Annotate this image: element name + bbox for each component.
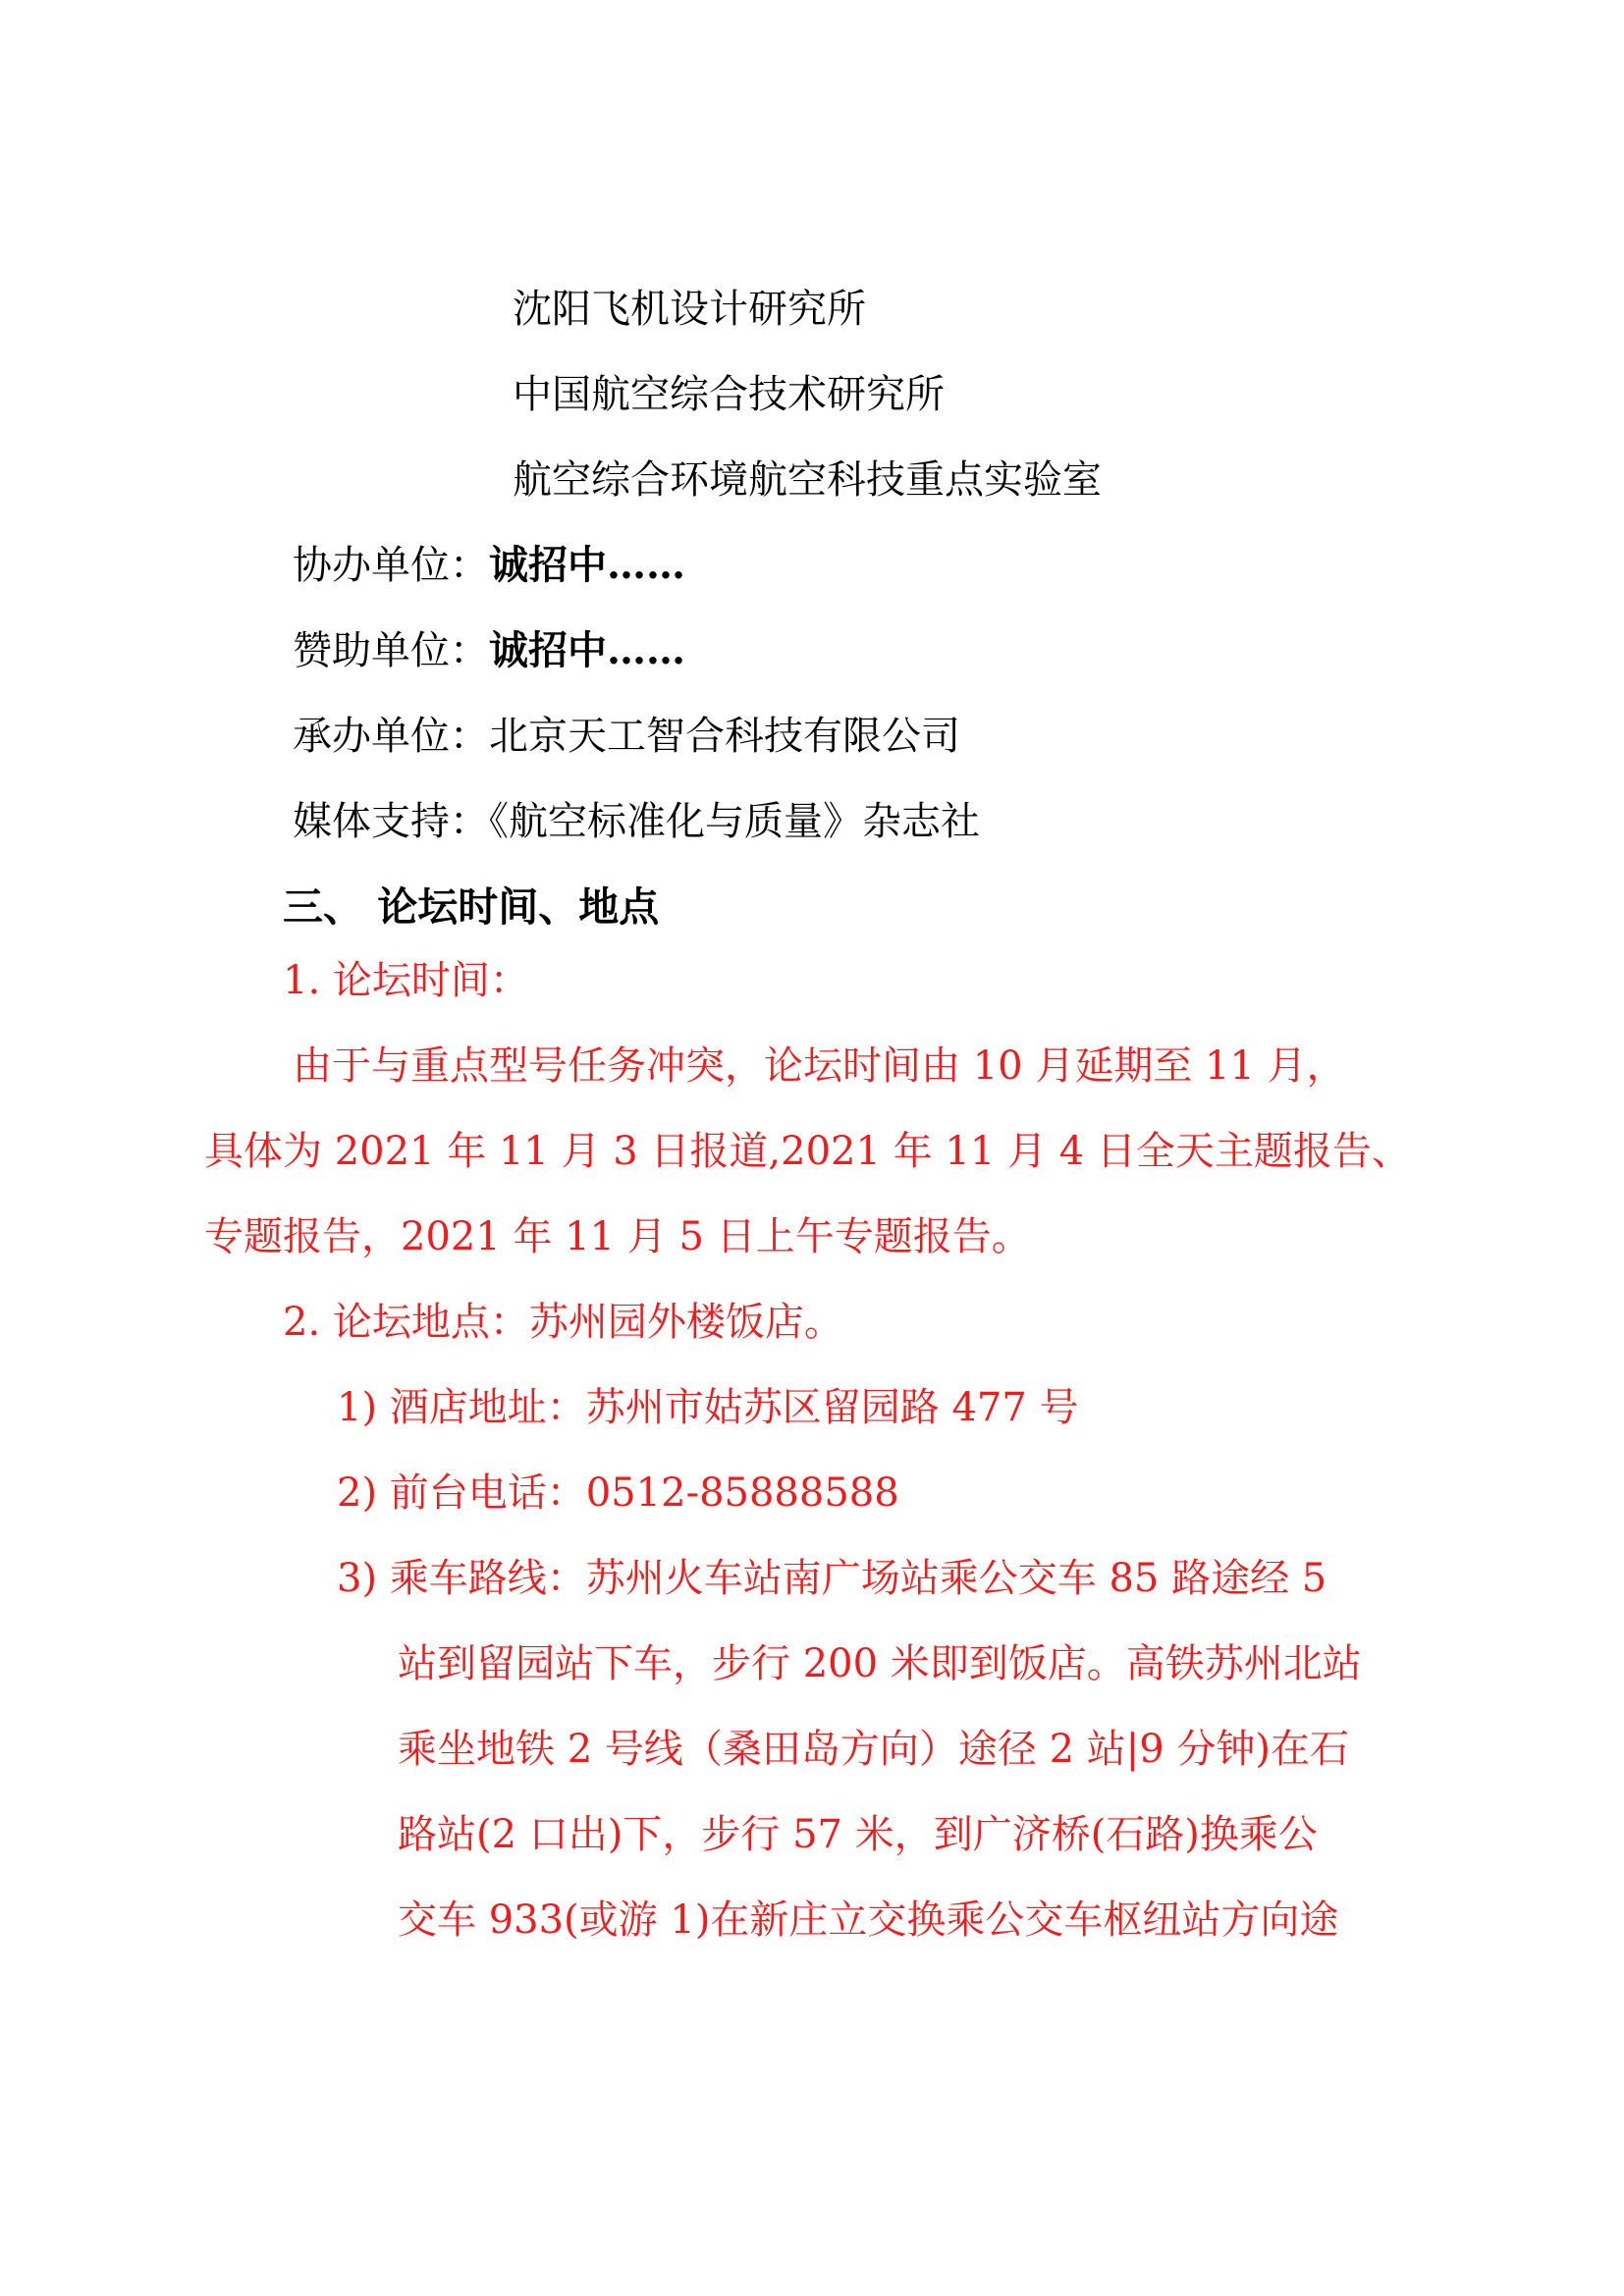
sponsor-label: 赞助单位： (293, 628, 489, 673)
route-line-1: 3) 乘车路线：苏州火车站南广场站乘公交车 85 路途经 5 (337, 1556, 1327, 1601)
organizer-line-1: 沈阳飞机设计研究所 (513, 287, 866, 332)
sponsor-value: 诚招中…… (489, 627, 685, 673)
forum-time-line-3: 专题报告，2021 年 11 月 5 日上午专题报告。 (204, 1214, 1031, 1259)
forum-venue-heading: 2. 论坛地点：苏州园外楼饭店。 (283, 1300, 843, 1345)
organizer-line-3: 航空综合环境航空科技重点实验室 (513, 457, 1102, 503)
route-line-2: 站到留园站下车，步行 200 米即到饭店。高铁苏州北站 (398, 1641, 1362, 1686)
section-3-heading: 三、 论坛时间、地点 (283, 883, 660, 931)
route-line-3: 乘坐地铁 2 号线（桑田岛方向）途径 2 站|9 分钟)在石 (398, 1727, 1350, 1772)
route-line-4: 路站(2 口出)下，步行 57 米，到广济桥(石路)换乘公 (398, 1812, 1318, 1857)
media-row (293, 793, 980, 850)
host-value: 北京天工智合科技有限公司 (489, 714, 960, 759)
forum-time-line-2: 具体为 2021 年 11 月 3 日报道,2021 年 11 月 4 日全天主题报告、 (204, 1129, 1411, 1174)
media-label: 媒体支持： (293, 799, 489, 844)
organizer-line-2: 中国航空综合技术研究所 (513, 372, 945, 417)
co-organizer-label: 协办单位： (293, 543, 489, 588)
host-row (293, 708, 960, 765)
co-organizer-value: 诚招中…… (489, 542, 685, 588)
media-value: 《航空标准化与质量》杂志社 (489, 799, 980, 844)
route-line-5: 交车 933(或游 1)在新庄立交换乘公交车枢纽站方向途 (398, 1897, 1339, 1943)
forum-time-line-1: 由于与重点型号任务冲突，论坛时间由 10 月延期至 11 月， (293, 1043, 1346, 1089)
hotel-address: 1) 酒店地址：苏州市姑苏区留园路 477 号 (337, 1385, 1079, 1430)
host-label: 承办单位： (293, 714, 489, 759)
co-organizer-row (293, 537, 685, 594)
front-desk-phone: 2) 前台电话：0512-85888588 (337, 1470, 899, 1516)
forum-time-heading: 1. 论坛时间： (283, 958, 529, 1003)
sponsor-row (293, 622, 685, 679)
